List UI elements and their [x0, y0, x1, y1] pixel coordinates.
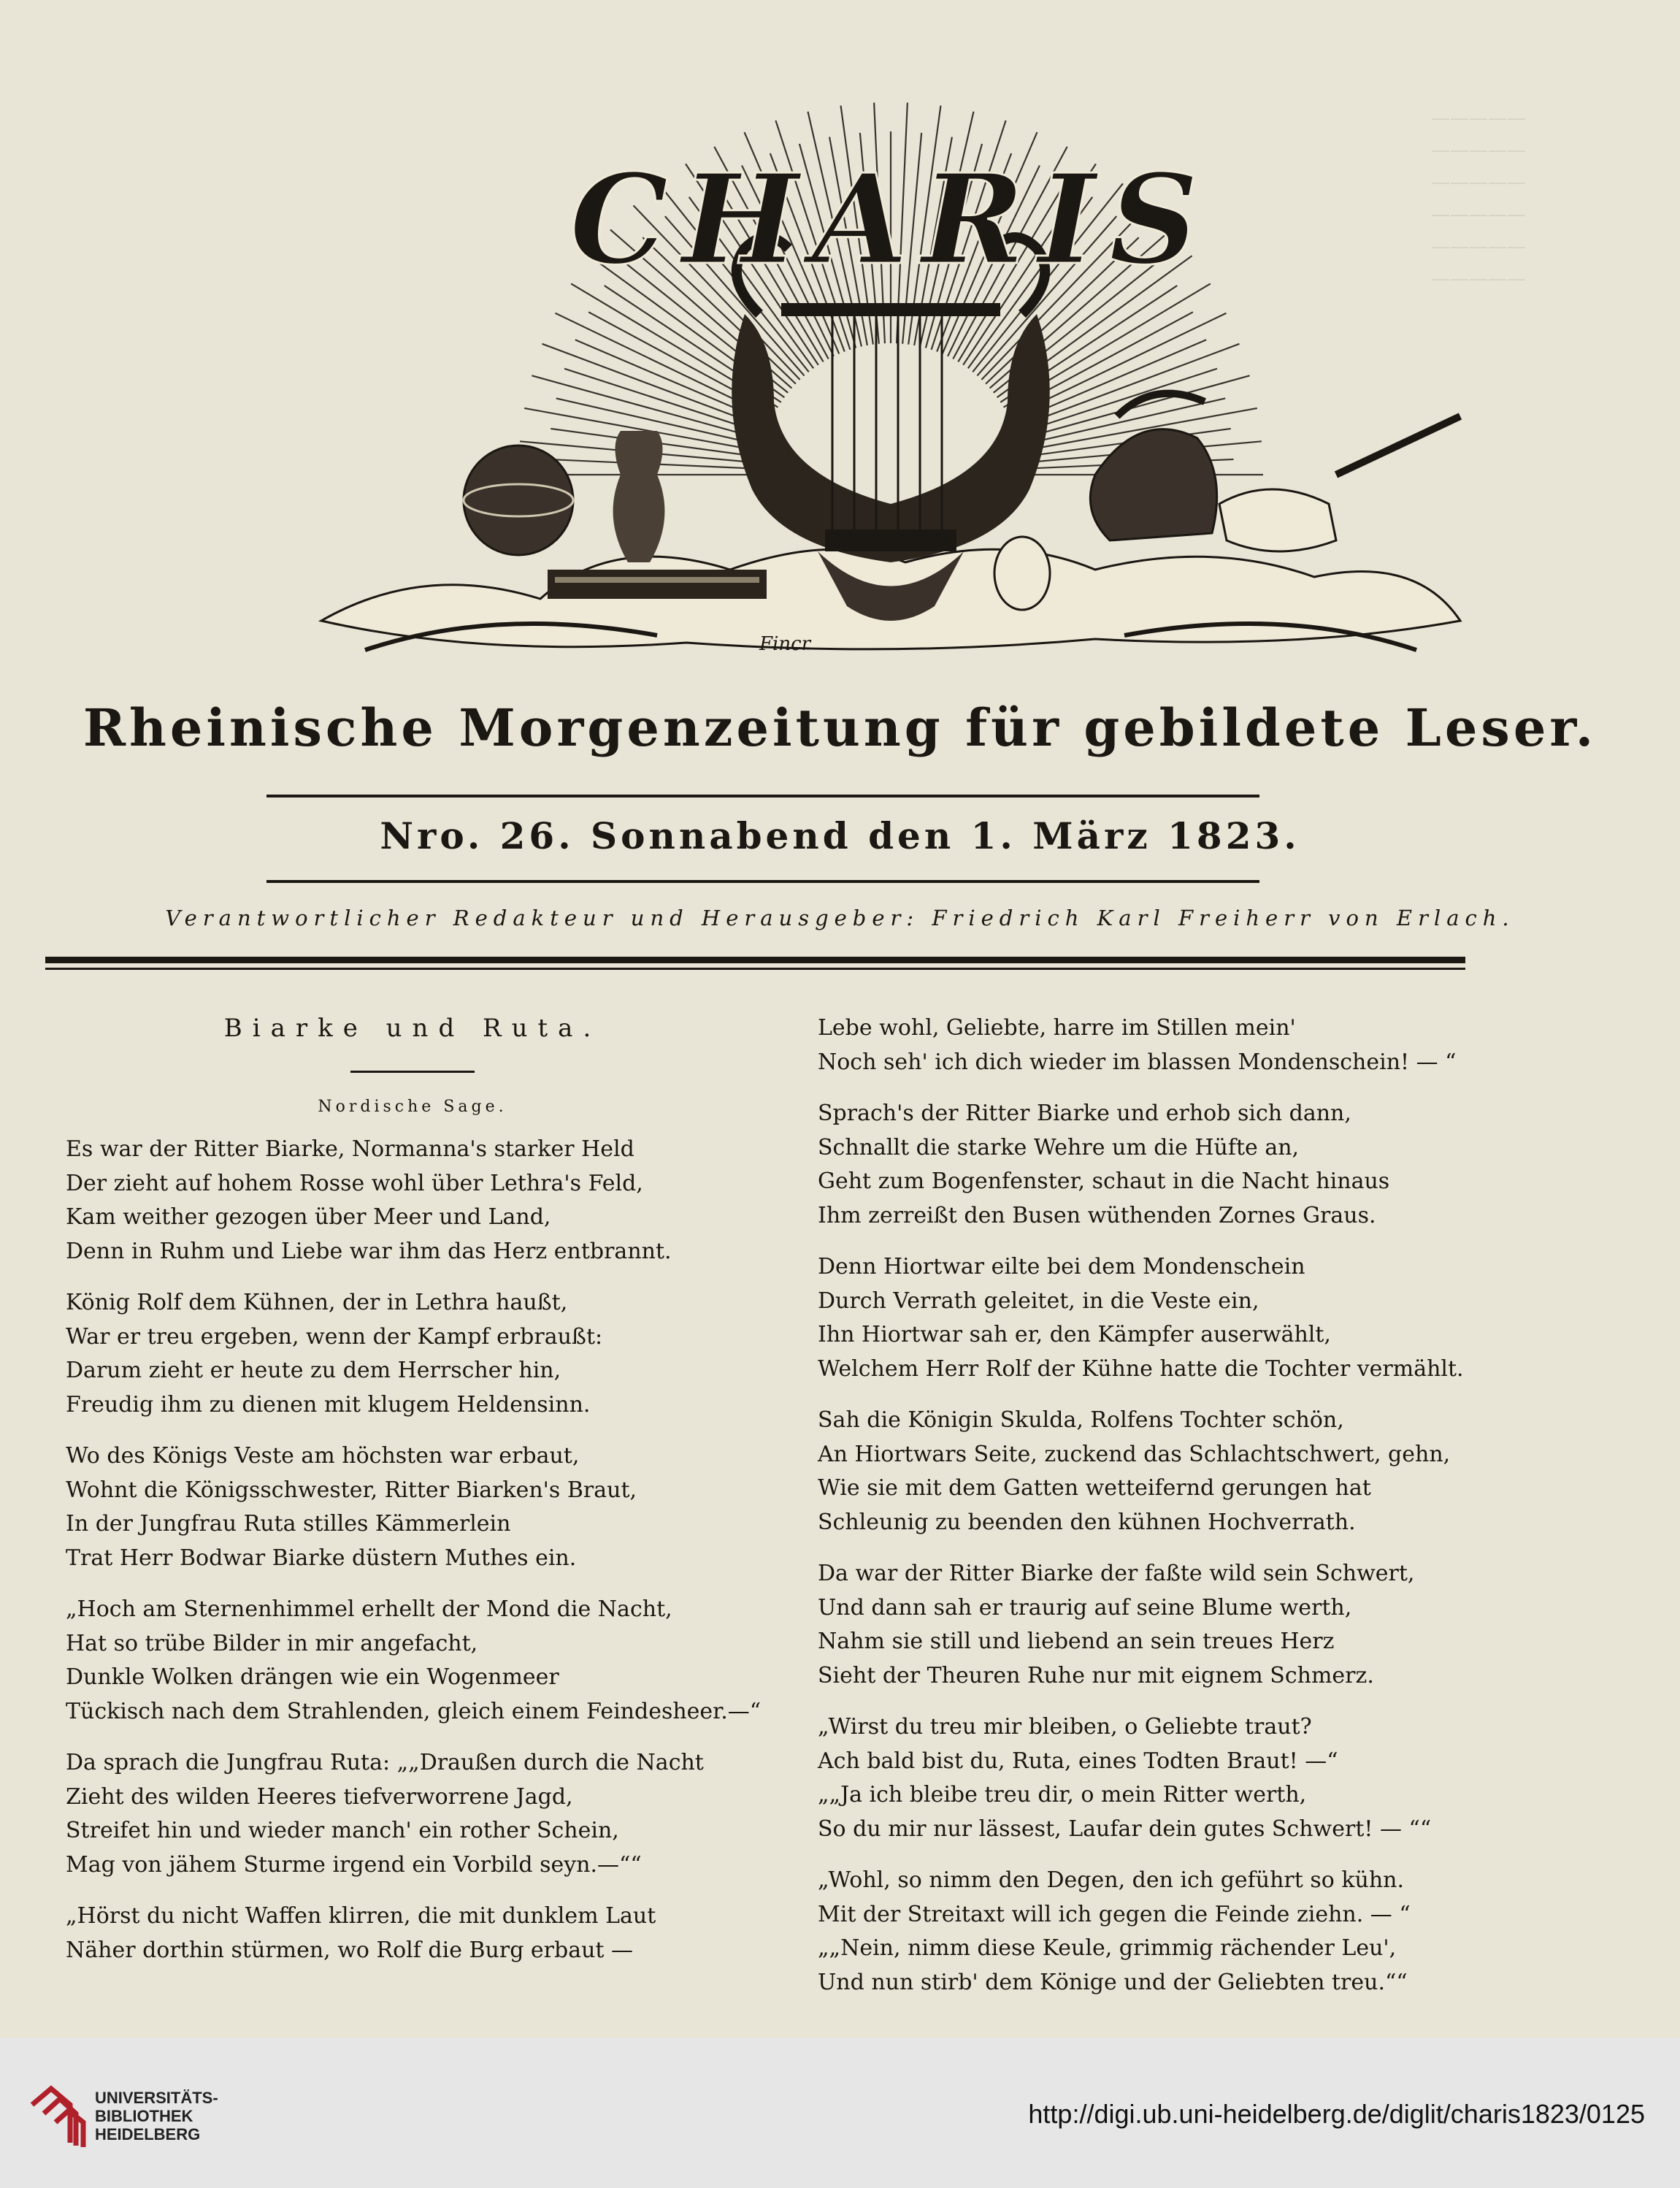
stanza [818, 1011, 1511, 1079]
poem-line: Ihn Hiortwar sah er, den Kämpfer auserwählt, [818, 1322, 1331, 1347]
right-stanzas [818, 1011, 1511, 2000]
poem-line: „Hoch am Sternenhimmel erhellt der Mond die Nacht, [66, 1596, 672, 1622]
masthead-title: CHARIS [569, 147, 1212, 293]
poem-line: König Rolf dem Kühnen, der in Lethra haußt, [66, 1290, 568, 1315]
stanza [66, 1439, 759, 1575]
right-column [818, 1011, 1511, 2017]
poem-line: Streifet hin und wieder manch' ein rother Schein, [66, 1818, 619, 1843]
stanza [66, 1593, 762, 1729]
poem-line: Zieht des wilden Heeres tiefverworrene Jagd, [66, 1783, 573, 1810]
stanza [818, 1557, 1511, 1693]
poem-line: Ihm zerreißt den Busen wüthenden Zornes Graus. [818, 1202, 1376, 1228]
poem-line: Und nun stirb' dem Könige und der Geliebten treu.““ [818, 1969, 1408, 1995]
library-name-line: UNIVERSITÄTS- [95, 2089, 218, 2107]
poem-line: Tückisch nach dem Strahlenden, gleich einem Feindesheer.—“ [66, 1698, 762, 1724]
issue-line: Nro. 26. Sonnabend den 1. März 1823. [380, 814, 1300, 857]
left-stanzas [66, 1133, 762, 1967]
poem-line: In der Jungfrau Ruta stilles Kämmerlein [66, 1511, 511, 1537]
poem-line: Welchem Herr Rolf der Kühne hatte die Tochter vermählt. [818, 1355, 1464, 1382]
poem-line: Schleunig zu beenden den kühnen Hochverrath. [818, 1509, 1356, 1535]
poem-line: Sieht der Theuren Ruhe nur mit eignem Schmerz. [818, 1662, 1374, 1688]
stanza [66, 1746, 759, 1882]
poem-line: Schnallt die starke Wehre um die Hüfte an, [818, 1134, 1300, 1160]
poem-line: Wohnt die Königsschwester, Ritter Biarken's Braut, [66, 1477, 637, 1503]
library-name-line: BIBLIOTHEK [95, 2107, 193, 2125]
poem-line: Mag von jähem Sturme irgend ein Vorbild seyn.—““ [66, 1851, 642, 1878]
poem-line: Sprach's der Ritter Biarke und erhob sich dann, [818, 1101, 1351, 1126]
poem-line: War er treu ergeben, wenn der Kampf erbraußt: [66, 1323, 603, 1350]
poem-line: Nahm sie still und liebend an sein treues Herz [818, 1629, 1335, 1654]
poem-line: Näher dorthin stürmen, wo Rolf die Burg erbaut — [66, 1937, 634, 1963]
header-double-rule-bottom [45, 968, 1465, 970]
poem-line: Hat so trübe Bilder in mir angefacht, [66, 1630, 478, 1656]
poem-subtitle: Nordische Sage. [318, 1097, 507, 1116]
poem-line: Wie sie mit dem Gatten wetteifernd gerungen hat [818, 1475, 1371, 1501]
stanza [66, 1286, 759, 1422]
poem-line: Es war der Ritter Biarke, Normanna's starker Held [66, 1136, 634, 1162]
poem-line: Der zieht auf hohem Rosse wohl über Lethra's Feld, [66, 1170, 643, 1196]
poem-line: Geht zum Bogenfenster, schaut in die Nacht hinaus [818, 1168, 1390, 1194]
poem-line: Denn in Ruhm und Liebe war ihm das Herz entbrannt. [66, 1238, 672, 1264]
poem-line: „Wohl, so nimm den Degen, den ich geführt so kühn. [818, 1867, 1405, 1893]
stanza [818, 1097, 1511, 1233]
poem-line: „Wirst du treu mir bleiben, o Geliebte traut? [818, 1714, 1312, 1740]
poem-line: Dunkle Wolken drängen wie ein Wogenmeer [66, 1664, 559, 1690]
stanza [818, 1710, 1511, 1846]
issue-top-rule [266, 795, 1259, 797]
bleed-through: ————— ————— ————— ————— ————— ————— [1431, 107, 1526, 290]
left-column [66, 1011, 762, 1985]
poem-line: Darum zieht er heute zu dem Herrscher hin, [66, 1358, 561, 1383]
library-logo-icon [22, 2080, 92, 2150]
library-name-line: HEIDELBERG [95, 2125, 201, 2143]
poem-line: Da sprach die Jungfrau Ruta: „„Draußen durch die Nacht [66, 1750, 704, 1775]
poem-line: Mit der Streitaxt will ich gegen die Feinde ziehn. — “ [818, 1901, 1411, 1927]
poem-line: „„Ja ich bleibe treu dir, o mein Ritter werth, [818, 1782, 1307, 1808]
poem-line: Freudig ihm zu dienen mit klugem Heldensinn. [66, 1391, 591, 1418]
poem-line: Wo des Königs Veste am höchsten war erbaut, [66, 1443, 580, 1469]
poem-line: Da war der Ritter Biarke der faßte wild sein Schwert, [818, 1561, 1415, 1586]
lyre-sunburst-illustration [277, 95, 1504, 679]
stanza [818, 1250, 1511, 1386]
stanza [66, 1900, 759, 1967]
poem-line: So du mir nur lässest, Laufar dein gutes Schwert! — ““ [818, 1816, 1432, 1842]
poem-line: „Hörst du nicht Waffen klirren, die mit dunklem Laut [66, 1903, 656, 1929]
poem-line: Kam weither gezogen über Meer und Land, [66, 1204, 551, 1230]
library-name [95, 2089, 218, 2143]
header-double-rule-top [45, 957, 1465, 963]
masthead-engraving [277, 95, 1504, 679]
poem-line: Und dann sah er traurig auf seine Blume werth, [818, 1594, 1352, 1621]
editor-line: Verantwortlicher Redakteur und Herausgeber: Friedrich Karl Freiherr von Erlach. [165, 906, 1515, 930]
stanza [818, 1404, 1511, 1539]
poem-line: Ach bald bist du, Ruta, eines Todten Braut! —“ [818, 1748, 1338, 1774]
poem-line: Durch Verrath geleitet, in die Veste ein, [818, 1288, 1259, 1314]
poem-line: Lebe wohl, Geliebte, harre im Stillen mein' [818, 1015, 1296, 1041]
digitization-footer [0, 2038, 1680, 2188]
engraver-signature: Fincr [759, 633, 811, 655]
poem-line: „„Nein, nimm diese Keule, grimmig rächender Leu', [818, 1935, 1397, 1961]
source-url-link[interactable]: http://digi.ub.uni-heidelberg.de/diglit/charis1823/0125 [1028, 2099, 1645, 2129]
newspaper-subtitle: Rheinische Morgenzeitung für gebildete Leser. [83, 697, 1597, 758]
poem-line: Noch seh' ich dich wieder im blassen Mondenschein! — “ [818, 1049, 1457, 1075]
poem-title: Biarke und Ruta. [223, 1014, 602, 1043]
poem-line: An Hiortwars Seite, zuckend das Schlachtschwert, gehn, [818, 1441, 1451, 1467]
stanza [66, 1133, 759, 1269]
poem-line: Denn Hiortwar eilte bei dem Mondenschein [818, 1254, 1305, 1279]
issue-bottom-rule [266, 880, 1259, 883]
poem-line: Trat Herr Bodwar Biarke düstern Muthes ein. [66, 1545, 577, 1571]
stanza [818, 1864, 1511, 2000]
poem-line: Sah die Königin Skulda, Rolfens Tochter schön, [818, 1407, 1344, 1433]
poem-title-rule [350, 1071, 475, 1073]
